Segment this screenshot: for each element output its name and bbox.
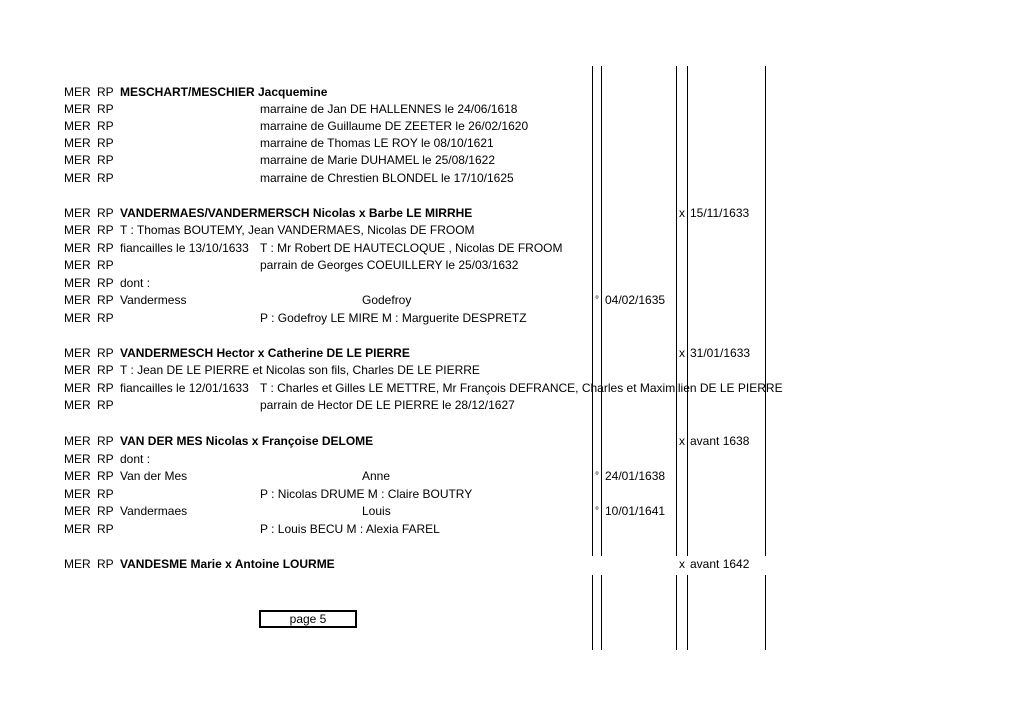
table-row <box>0 240 1024 257</box>
marriage-mark: x <box>679 434 685 448</box>
entry-detail: dont : <box>120 276 151 290</box>
entry-detail: parrain de Georges COEUILLERY le 25/03/1632 <box>260 258 519 272</box>
source-code: MER <box>64 223 91 237</box>
table-row <box>0 152 1024 169</box>
table-row <box>0 345 1024 362</box>
record-type: RP <box>97 381 114 395</box>
entry-heading: VANDERMESCH Hector x Catherine DE LE PIERRE <box>120 346 410 360</box>
source-code: MER <box>64 398 91 412</box>
table-row <box>0 205 1024 222</box>
record-type: RP <box>97 241 114 255</box>
entry-detail: fiancailles le 13/10/1633 <box>120 241 249 255</box>
birth-date: 24/01/1638 <box>605 469 666 483</box>
entry-detail: marraine de Thomas LE ROY le 08/10/1621 <box>260 136 494 150</box>
entry-detail: fiancailles le 12/01/1633 <box>120 381 249 395</box>
entry-detail: marraine de Chrestien BLONDEL le 17/10/1625 <box>260 171 514 185</box>
record-type: RP <box>97 557 114 571</box>
table-row <box>0 521 1024 538</box>
entry-detail: P : Louis BECU M : Alexia FAREL <box>260 522 440 536</box>
marriage-date: 31/01/1633 <box>690 346 751 360</box>
source-code: MER <box>64 241 91 255</box>
source-code: MER <box>64 434 91 448</box>
source-code: MER <box>64 85 91 99</box>
record-type: RP <box>97 85 114 99</box>
entry-heading: VANDERMAES/VANDERMERSCH Nicolas x Barbe LE MIRRHE <box>120 206 473 220</box>
entry-detail: marraine de Marie DUHAMEL le 25/08/1622 <box>260 153 496 167</box>
source-code: MER <box>64 311 91 325</box>
record-type: RP <box>97 504 114 518</box>
birth-mark: ° <box>595 506 599 517</box>
source-code: MER <box>64 381 91 395</box>
column-rule <box>592 575 593 650</box>
record-type: RP <box>97 119 114 133</box>
source-code: MER <box>64 171 91 185</box>
entry-heading: MESCHART/MESCHIER Jacquemine <box>120 85 328 99</box>
source-code: MER <box>64 504 91 518</box>
record-type: RP <box>97 522 114 536</box>
table-row <box>0 275 1024 292</box>
record-type: RP <box>97 487 114 501</box>
entry-heading: VAN DER MES Nicolas x Françoise DELOME <box>120 434 374 448</box>
entry-detail: P : Nicolas DRUME M : Claire BOUTRY <box>260 487 473 501</box>
entry-detail: T : Thomas BOUTEMY, Jean VANDERMAES, Nicolas DE FROOM <box>120 223 475 237</box>
table-row <box>0 310 1024 327</box>
source-code: MER <box>64 557 91 571</box>
page-number: page 5 <box>259 610 357 628</box>
record-type: RP <box>97 258 114 272</box>
record-type: RP <box>97 434 114 448</box>
entry-detail: T : Charles et Gilles LE METTRE, Mr François DEFRANCE, Charles et Maximilien DE LE PIERRE <box>260 381 783 395</box>
source-code: MER <box>64 452 91 466</box>
table-row <box>0 101 1024 118</box>
entry-detail: T : Mr Robert DE HAUTECLOQUE , Nicolas DE FROOM <box>260 241 563 255</box>
entry-detail: P : Godefroy LE MIRE M : Marguerite DESPRETZ <box>260 311 527 325</box>
record-type: RP <box>97 206 114 220</box>
table-row <box>0 118 1024 135</box>
entry-detail: marraine de Jan DE HALLENNES le 24/06/1618 <box>260 102 518 116</box>
record-type: RP <box>97 363 114 377</box>
record-type: RP <box>97 223 114 237</box>
table-row <box>0 222 1024 239</box>
source-code: MER <box>64 522 91 536</box>
column-rule <box>676 575 677 650</box>
table-row <box>0 362 1024 379</box>
child-forename: Anne <box>362 469 391 483</box>
marriage-mark: x <box>679 206 685 220</box>
source-code: MER <box>64 102 91 116</box>
entry-detail: dont : <box>120 452 151 466</box>
table-row <box>0 84 1024 101</box>
birth-date: 04/02/1635 <box>605 293 666 307</box>
record-type: RP <box>97 276 114 290</box>
source-code: MER <box>64 276 91 290</box>
source-code: MER <box>64 206 91 220</box>
birth-mark: ° <box>595 471 599 482</box>
source-code: MER <box>64 258 91 272</box>
table-row <box>0 170 1024 187</box>
record-type: RP <box>97 469 114 483</box>
child-surname: Vandermess <box>120 293 187 307</box>
source-code: MER <box>64 119 91 133</box>
table-row <box>0 556 1024 573</box>
record-type: RP <box>97 293 114 307</box>
table-row <box>0 486 1024 503</box>
entry-detail: parrain de Hector DE LE PIERRE le 28/12/1627 <box>260 398 515 412</box>
child-surname: Vandermaes <box>120 504 188 518</box>
source-code: MER <box>64 293 91 307</box>
table-row <box>0 397 1024 414</box>
entry-detail: marraine de Guillaume DE ZEETER le 26/02/1620 <box>260 119 529 133</box>
source-code: MER <box>64 346 91 360</box>
record-type: RP <box>97 102 114 116</box>
record-type: RP <box>97 311 114 325</box>
birth-mark: ° <box>595 295 599 306</box>
entry-heading: VANDESME Marie x Antoine LOURME <box>120 557 335 571</box>
column-rule <box>601 575 602 650</box>
table-row <box>0 503 1024 520</box>
record-type: RP <box>97 136 114 150</box>
source-code: MER <box>64 469 91 483</box>
record-type: RP <box>97 153 114 167</box>
marriage-date: avant 1642 <box>690 557 750 571</box>
record-type: RP <box>97 452 114 466</box>
record-type: RP <box>97 346 114 360</box>
table-row <box>0 292 1024 309</box>
entry-detail: T : Jean DE LE PIERRE et Nicolas son fils, Charles DE LE PIERRE <box>120 363 480 377</box>
source-code: MER <box>64 363 91 377</box>
source-code: MER <box>64 487 91 501</box>
column-rule <box>687 575 688 650</box>
marriage-mark: x <box>679 346 685 360</box>
birth-date: 10/01/1641 <box>605 504 666 518</box>
child-forename: Godefroy <box>362 293 412 307</box>
marriage-mark: x <box>679 557 685 571</box>
table-row <box>0 380 1024 397</box>
marriage-date: avant 1638 <box>690 434 750 448</box>
table-row <box>0 257 1024 274</box>
record-type: RP <box>97 398 114 412</box>
child-surname: Van der Mes <box>120 469 188 483</box>
child-forename: Louis <box>362 504 391 518</box>
record-type: RP <box>97 171 114 185</box>
marriage-date: 15/11/1633 <box>690 206 750 220</box>
table-row <box>0 468 1024 485</box>
source-code: MER <box>64 136 91 150</box>
table-row <box>0 451 1024 468</box>
source-code: MER <box>64 153 91 167</box>
table-row <box>0 433 1024 450</box>
column-rule <box>765 575 766 650</box>
table-row <box>0 135 1024 152</box>
